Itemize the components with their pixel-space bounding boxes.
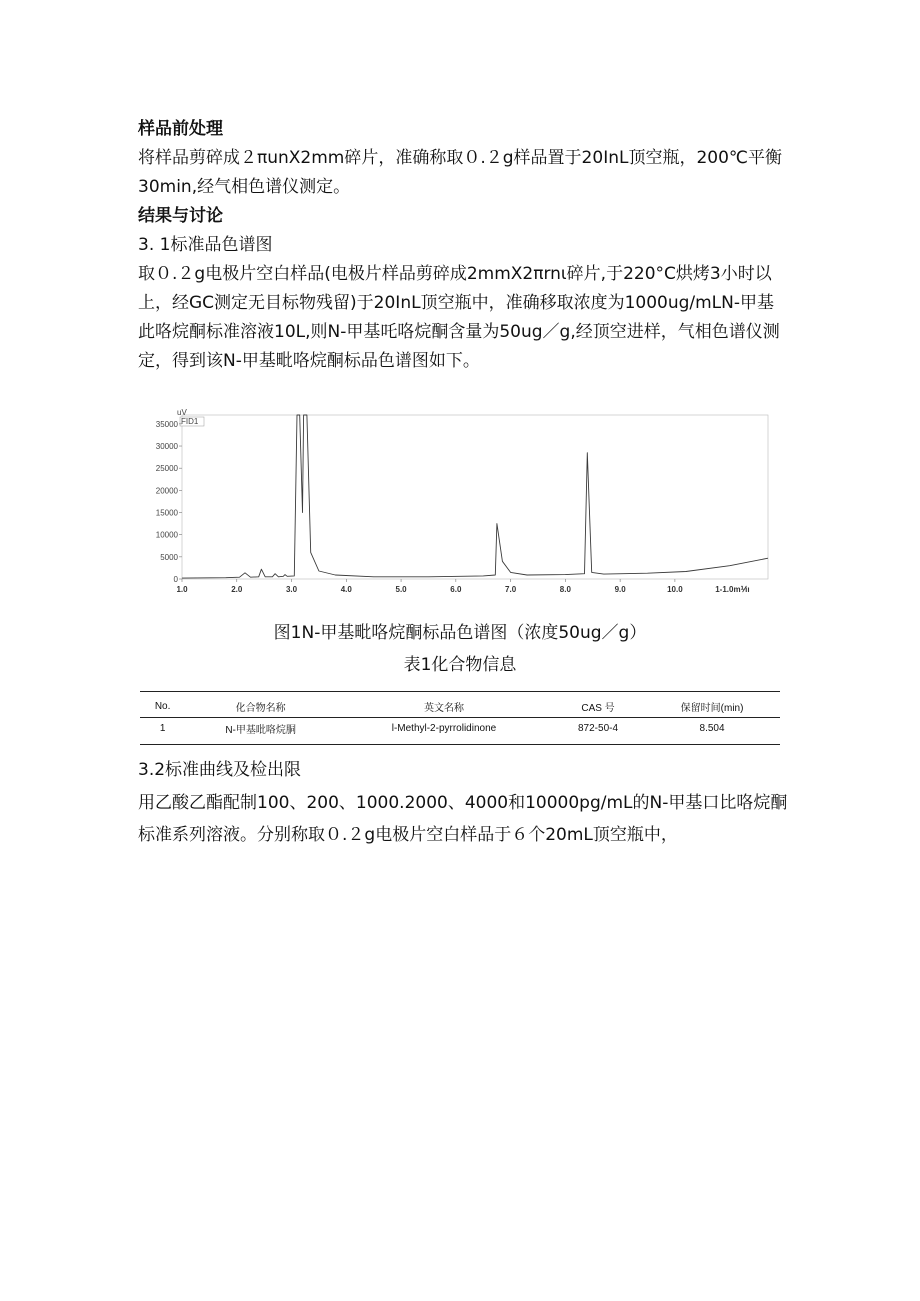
x-tick-label: 1.0 bbox=[176, 585, 188, 594]
y-axis-unit-label: uV bbox=[177, 408, 187, 417]
cell-no: 1 bbox=[140, 718, 185, 745]
x-tick-label: 8.0 bbox=[559, 585, 571, 594]
x-tick-label: 7.0 bbox=[505, 585, 517, 594]
section-3-1-text: 取０.２g电极片空白样品(电极片样品剪碎成2mmX2πrnι碎片,于220°C烘烤3小时以上，经GC测定无目标物残留)于20InL顶空瓶中，准确移取浓度为1000ug/mLN-甲基此咯烷酮标准溶液10L,则N-甲基吒咯烷酮含量为50ug／g,经顶空进样，气相色谱仪测定，得到该N-甲基毗咯烷酮标品色谱图如下。 bbox=[138, 264, 780, 371]
header-no: No. bbox=[140, 692, 185, 718]
y-tick-label: 30000 bbox=[155, 442, 178, 452]
table-row bbox=[140, 718, 780, 745]
y-tick-label: 25000 bbox=[155, 464, 178, 474]
y-tick-label: 20000 bbox=[155, 486, 178, 496]
figure-caption: 图1N-甲基毗咯烷酮标品色谱图（浓度50ug／g） bbox=[273, 623, 647, 643]
x-tick-label: 3.0 bbox=[285, 585, 298, 594]
cell-cas-number: 872-50-4 bbox=[552, 718, 644, 745]
pretreatment-heading: 样品前处理 bbox=[138, 119, 223, 139]
y-tick-label: 5000 bbox=[160, 552, 178, 562]
results-heading: 结果与讨论 bbox=[138, 206, 223, 226]
x-tick-label: 4.0 bbox=[340, 585, 352, 594]
section-3-2-text: 用乙酸乙酯配制100、200、1000.2000、4000和10000pg/mL的N-甲基口比咯烷酮标准系列溶液。分别称取０.２g电极片空白样品于６个20mL顶空瓶中， bbox=[138, 793, 788, 845]
x-tick-label: 6.0 bbox=[450, 585, 462, 594]
x-axis-ticks bbox=[176, 579, 749, 594]
section-3-2-heading: 3.2标准曲线及检出限 bbox=[138, 760, 302, 780]
compound-info-table bbox=[140, 691, 780, 745]
cell-english-name: l-Methyl-2-pyrrolidinone bbox=[336, 718, 552, 745]
plot-frame bbox=[182, 415, 768, 579]
header-compound-name: 化合物名称 bbox=[185, 692, 336, 718]
cell-retention-time: 8.504 bbox=[644, 718, 780, 745]
table-header-row bbox=[140, 692, 780, 718]
header-cas-number: CAS 号 bbox=[552, 692, 644, 718]
header-english-name: 英文名称 bbox=[336, 692, 552, 718]
y-tick-label: 10000 bbox=[155, 530, 178, 540]
x-axis-end-label: 1-1.0m⅟ıı bbox=[715, 585, 750, 594]
x-tick-label: 9.0 bbox=[614, 585, 626, 594]
cell-compound-name: N-甲基吡咯烷胴 bbox=[185, 718, 336, 745]
y-tick-label: 35000 bbox=[155, 419, 178, 429]
header-retention-time: 保留时间(min) bbox=[644, 692, 780, 718]
y-tick-label: 0 bbox=[173, 575, 178, 584]
y-axis-ticks bbox=[156, 420, 182, 584]
table-caption: 表1化合物信息 bbox=[403, 655, 517, 675]
y-tick-label: 15000 bbox=[155, 508, 178, 518]
chromatogram-chart bbox=[155, 405, 770, 600]
x-tick-label: 10.0 bbox=[667, 585, 683, 594]
x-tick-label: 5.0 bbox=[395, 585, 407, 594]
detector-label: FID1 bbox=[181, 417, 199, 426]
section-3-1-heading: 3. 1标准品色谱图 bbox=[138, 235, 273, 255]
pretreatment-text: 将样品剪碎成２πunX2mm碎片，准确称取０.２g样品置于20InL顶空瓶，200℃平衡30min,经气相色谱仪测定。 bbox=[138, 148, 782, 197]
x-tick-label: 2.0 bbox=[231, 585, 243, 594]
